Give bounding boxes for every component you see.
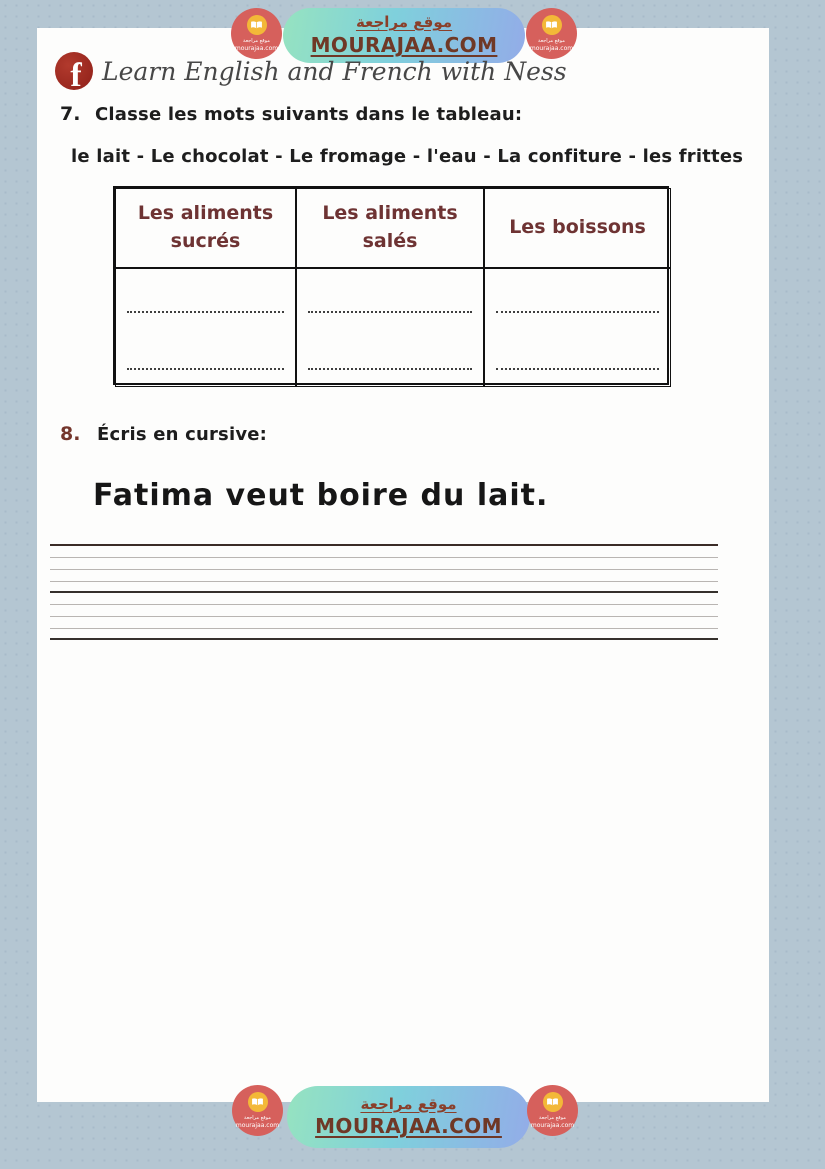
guide-line-thin bbox=[50, 557, 718, 558]
footer-site-banner bbox=[232, 1084, 577, 1150]
table-header-drinks: Les boissons bbox=[484, 188, 671, 268]
exercise7-word-list: le lait - Le chocolat - Le fromage - l'eau - La confiture - les frittes bbox=[71, 146, 744, 167]
answer-dotted-line bbox=[496, 311, 659, 313]
guide-line-thin bbox=[50, 569, 718, 570]
badge-site-url: mourajaa.com bbox=[530, 1121, 575, 1129]
site-name-arabic: موقع مراجعة bbox=[355, 13, 453, 32]
answer-dotted-line bbox=[308, 311, 472, 313]
exercise8-instruction: Écris en cursive: bbox=[97, 424, 268, 445]
guide-line-thin bbox=[50, 581, 718, 582]
answer-cell-drinks bbox=[484, 268, 671, 387]
handwriting-lines bbox=[50, 541, 718, 642]
answer-dotted-line bbox=[127, 311, 285, 313]
badge-site-url: mourajaa.com bbox=[529, 44, 574, 52]
site-name-arabic: موقع مراجعة bbox=[360, 1094, 457, 1113]
badge-site-url: mourajaa.com bbox=[234, 44, 279, 52]
guide-line-thin bbox=[50, 616, 718, 617]
site-logo-badge bbox=[231, 8, 282, 59]
guide-line-thin bbox=[50, 604, 718, 605]
exercise7-number: 7. bbox=[60, 103, 81, 125]
site-url: MOURAJAA.COM bbox=[315, 1114, 502, 1139]
answer-dotted-line bbox=[308, 368, 472, 370]
guide-line-thick bbox=[50, 638, 718, 640]
book-icon bbox=[247, 15, 267, 35]
exercise8-number: 8. bbox=[60, 423, 81, 445]
site-logo-badge bbox=[527, 1085, 578, 1136]
table-header-salty-foods: Les aliments salés bbox=[296, 188, 484, 268]
site-logo-badge bbox=[526, 8, 577, 59]
answer-dotted-line bbox=[496, 368, 659, 370]
badge-site-name-arabic: موقع مراجعة bbox=[244, 1115, 271, 1122]
book-icon bbox=[248, 1092, 268, 1112]
facebook-icon bbox=[55, 52, 93, 90]
table-header-sweet-foods: Les aliments sucrés bbox=[115, 188, 296, 268]
brand-title: Learn English and French with Ness bbox=[102, 57, 567, 86]
book-icon bbox=[543, 1092, 563, 1112]
site-logo-badge bbox=[232, 1085, 283, 1136]
answer-dotted-line bbox=[127, 368, 285, 370]
exercise8-sentence: Fatima veut boire du lait. bbox=[93, 478, 549, 513]
badge-site-name-arabic: موقع مراجعة bbox=[243, 38, 270, 45]
guide-line-thick bbox=[50, 544, 718, 546]
exercise7-instruction: Classe les mots suivants dans le tableau: bbox=[95, 104, 523, 125]
header-site-link[interactable] bbox=[283, 8, 525, 63]
book-icon bbox=[542, 15, 562, 35]
facebook-letter: f bbox=[70, 57, 82, 90]
classification-table bbox=[113, 186, 669, 385]
badge-site-name-arabic: موقع مراجعة bbox=[539, 1115, 566, 1122]
site-url: MOURAJAA.COM bbox=[310, 32, 498, 57]
footer-site-link[interactable] bbox=[287, 1086, 530, 1148]
badge-site-name-arabic: موقع مراجعة bbox=[538, 38, 565, 45]
answer-cell-sweet bbox=[115, 268, 296, 387]
badge-site-url: mourajaa.com bbox=[235, 1121, 280, 1129]
header-site-banner bbox=[231, 7, 577, 64]
answer-cell-salty bbox=[296, 268, 484, 387]
guide-line-thin bbox=[50, 628, 718, 629]
guide-line-thick bbox=[50, 591, 718, 593]
